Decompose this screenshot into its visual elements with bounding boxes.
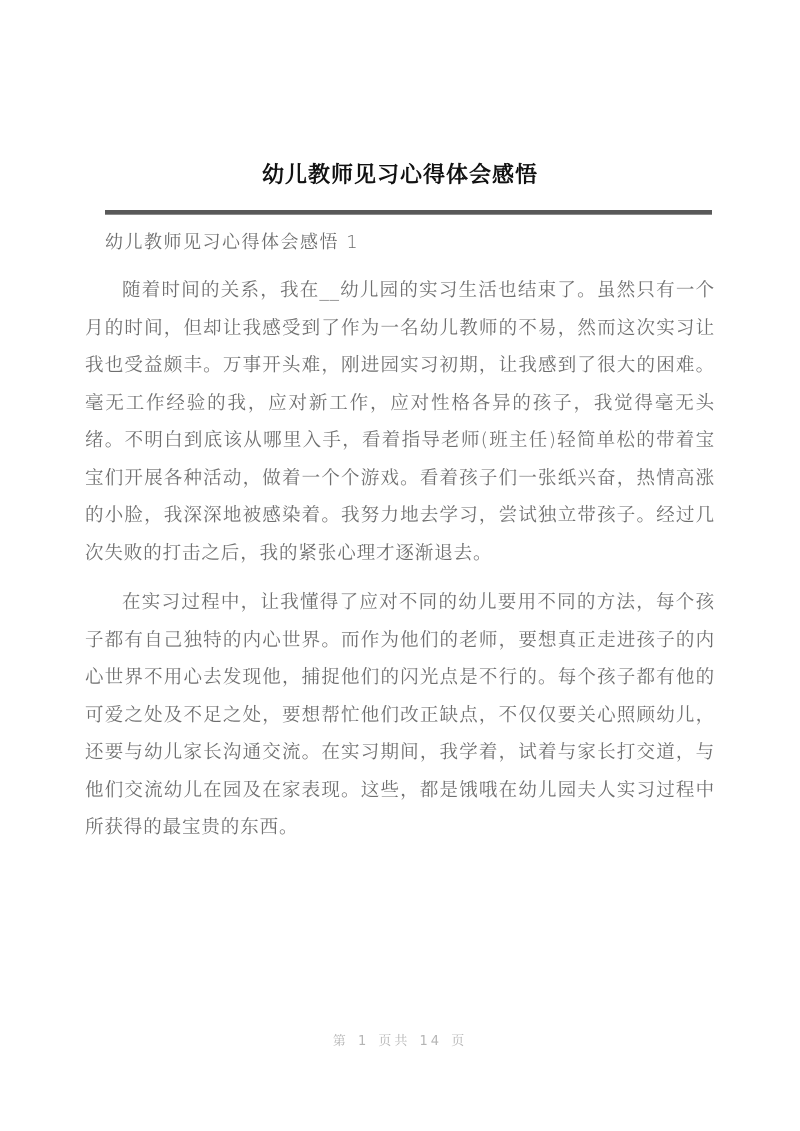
document-body (85, 272, 715, 859)
page-title: 幼儿教师见习心得体会感悟 (261, 163, 538, 188)
title-divider (105, 210, 712, 215)
page-footer (0, 1030, 800, 1049)
footer-prefix: 第 (332, 1034, 349, 1049)
body-paragraph-2: 在实习过程中，让我懂得了应对不同的幼儿要用不同的方法，每个孩子都有自己独特的内心世界。而作为他们的老师，要想真正走进孩子的内心世界不用心去发现他，捕捉他们的闪光点是不行的。每个孩子都有他的可爱之处及不足之处，要想帮忙他们改正缺点，不仅仅要关心照顾幼儿，还要与幼儿家长沟通交流。在实习期间，我学着，试着与家长打交道，与他们交流幼儿在园及在家表现。这些，都是饿哦在幼儿园夫人实习过程中所获得的最宝贵的东西。 (85, 592, 715, 838)
footer-current-page: 1 (357, 1034, 370, 1049)
body-paragraph-1: 随着时间的关系，我在__幼儿园的实习生活也结束了。虽然只有一个月的时间，但却让我感受到了作为一名幼儿教师的不易，然而这次实习让我也受益颇丰。万事开头难，刚进园实习初期，让我感到了很大的困难。毫无工作经验的我，应对新工作，应对性格各异的孩子，我觉得毫无头绪。不明白到底该从哪里入手，看着指导老师(班主任)轻简单松的带着宝宝们开展各种活动，做着一个个游戏。看着孩子们一张纸兴奋，热情高涨的小脸，我深深地被感染着。我努力地去学习，尝试独立带孩子。经过几次失败的打击之后，我的紧张心理才逐渐退去。 (85, 280, 715, 564)
footer-total-pages: 14 (419, 1034, 443, 1049)
document-subtitle: 幼儿教师见习心得体会感悟 1 (105, 232, 360, 253)
footer-suffix: 页 (451, 1034, 468, 1049)
footer-page-word: 页共 (378, 1034, 411, 1049)
